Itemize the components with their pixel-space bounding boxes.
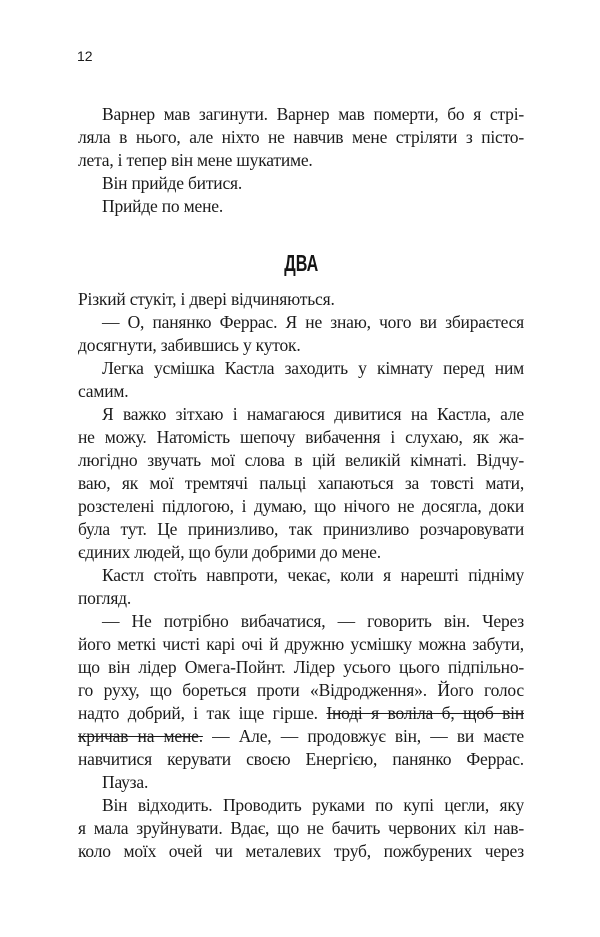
text-line <box>78 172 524 195</box>
text-line <box>78 288 524 311</box>
text-line <box>78 126 524 149</box>
paragraph <box>78 357 524 403</box>
chapter-heading <box>78 250 524 276</box>
text-line <box>78 103 524 126</box>
text-segment: не можу. Натомість шепочу вибачення і слухаю, як жа- <box>78 427 524 447</box>
paragraph <box>78 794 524 863</box>
paragraph <box>78 403 524 564</box>
page-number: 12 <box>77 48 93 64</box>
text-line <box>78 403 524 426</box>
text-line <box>78 311 524 334</box>
text-segment: Легка усмішка Кастла заходить у кімнату перед ним <box>102 358 524 378</box>
text-line <box>78 380 524 403</box>
paragraph <box>78 103 524 172</box>
paragraph <box>78 172 524 195</box>
text-segment: ваю, як мої тремтячі пальці хапаються за товсті мати, <box>78 473 524 493</box>
strikethrough-text: кричав на мене. <box>78 726 203 746</box>
text-segment: я мала зруйнувати. Вдає, що не бачить червоних кіл нав- <box>78 818 524 838</box>
text-segment: го руху, що бореться проти «Відродження». Його голос <box>78 680 524 700</box>
text-line <box>78 748 524 771</box>
paragraph <box>78 771 524 794</box>
text-line <box>78 633 524 656</box>
paragraph <box>78 288 524 311</box>
paragraph <box>78 311 524 357</box>
text-segment: його меткі чисті карі очі й дружню усмішку можна забути, <box>78 634 524 654</box>
text-segment: самим. <box>78 381 129 401</box>
text-segment: погляд. <box>78 588 132 608</box>
text-line <box>78 426 524 449</box>
text-segment: — Не потрібно вибачатися, — говорить він. Через <box>102 611 524 631</box>
text-segment: — О, панянко Феррас. Я не знаю, чого ви збираєтеся <box>102 312 524 332</box>
text-segment: Варнер мав загинути. Варнер мав померти, бо я стрі- <box>102 104 524 124</box>
text-line <box>78 702 524 725</box>
text-line <box>78 495 524 518</box>
text-line <box>78 794 524 817</box>
paragraph <box>78 564 524 610</box>
text-line <box>78 472 524 495</box>
text-segment: розстелені підлогою, і думаю, що нічого не досягла, доки <box>78 496 524 516</box>
text-segment: Різкий стукіт, і двері відчиняються. <box>78 289 335 309</box>
text-segment: Я важко зітхаю і намагаюся дивитися на Кастла, але <box>102 404 524 424</box>
text-segment: люгідно звучать мої слова в цій великій кімнаті. Відчу- <box>78 450 524 470</box>
text-line <box>78 610 524 633</box>
text-line <box>78 518 524 541</box>
text-line <box>78 449 524 472</box>
text-segment: ляла в нього, але ніхто не навчив мене стріляти з пісто- <box>78 127 524 147</box>
text-segment: — Але, — продовжує він, — ви маєте <box>202 726 524 746</box>
text-segment: Він відходить. Проводить руками по купі цегли, яку <box>102 795 524 815</box>
page-body <box>78 103 524 863</box>
chapter-heading-text: ДВА <box>284 250 318 276</box>
text-line <box>78 771 524 794</box>
text-line <box>78 541 524 564</box>
text-segment: Кастл стоїть навпроти, чекає, коли я нарешті підніму <box>102 565 524 585</box>
text-segment: Він прийде битися. <box>102 173 243 193</box>
text-segment: Пауза. <box>102 772 149 792</box>
text-line <box>78 149 524 172</box>
text-segment: єдиних людей, що були добрими до мене. <box>78 542 381 562</box>
text-line <box>78 357 524 380</box>
text-segment: коло моїх очей чи металевих труб, пожбурених через <box>78 841 524 861</box>
text-segment: лета, і тепер він мене шукатиме. <box>78 150 313 170</box>
text-segment: Прийде по мене. <box>102 196 224 216</box>
paragraph <box>78 610 524 771</box>
text-segment: була тут. Це принизливо, так принизливо розчаровувати <box>78 519 524 539</box>
text-segment: досягнути, забившись у куток. <box>78 335 301 355</box>
text-line <box>78 195 524 218</box>
paragraph <box>78 195 524 218</box>
text-line <box>78 840 524 863</box>
text-line <box>78 334 524 357</box>
text-segment: що він лідер Омега-Пойнт. Лідер усього цього підпільно- <box>78 657 524 677</box>
text-line <box>78 564 524 587</box>
text-segment: надто добрий, і так іще гірше. <box>78 703 327 723</box>
text-line <box>78 587 524 610</box>
text-line <box>78 817 524 840</box>
text-line <box>78 656 524 679</box>
text-segment: навчитися керувати своєю Енергією, панянко Феррас. <box>78 749 524 769</box>
text-line <box>78 725 524 748</box>
text-line <box>78 679 524 702</box>
strikethrough-text: Іноді я воліла б, щоб він <box>326 703 524 723</box>
